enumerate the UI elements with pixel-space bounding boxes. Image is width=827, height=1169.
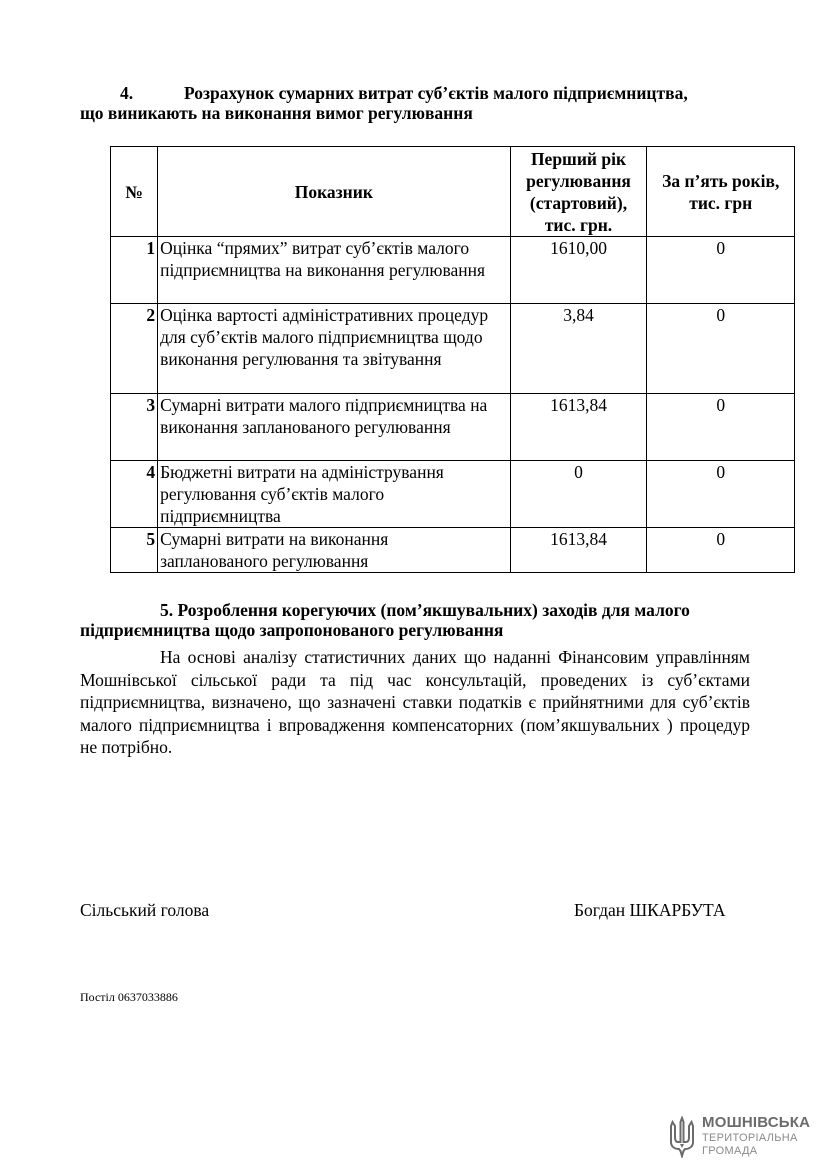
header-indicator: Показник: [158, 147, 510, 237]
row-indicator: Бюджетні витрати на адміністрування регулювання суб’єктів малого підприємництва: [158, 461, 510, 528]
signature-name: Богдан ШКАРБУТА: [574, 900, 726, 920]
header-five-years: За п’ять років, тис. грн: [647, 147, 795, 237]
header-no: №: [111, 147, 158, 237]
costs-table: [110, 146, 795, 573]
row-number: 4: [111, 461, 158, 528]
row-indicator: Оцінка “прямих” витрат суб’єктів малого підприємництва на виконання регулювання: [158, 237, 510, 304]
table-row: [111, 461, 795, 528]
row-indicator: Оцінка вартості адміністративних процедур для суб’єктів малого підприємництва щодо виконання регулювання та звітування: [158, 304, 510, 394]
row-number: 1: [111, 237, 158, 304]
header-first-year: Перший рік регулювання (стартовий), тис. грн.: [510, 147, 647, 237]
trident-emblem-icon: [668, 1116, 696, 1158]
section-4-title: [80, 83, 750, 123]
table-header-row: [111, 147, 795, 237]
row-number: 5: [111, 528, 158, 573]
row-five-years: 0: [647, 461, 795, 528]
row-five-years: 0: [647, 237, 795, 304]
row-five-years: 0: [647, 304, 795, 394]
row-five-years: 0: [647, 528, 795, 573]
section-4-title-line1: Розрахунок сумарних витрат суб’єктів малого підприємництва,: [184, 83, 688, 103]
table-row: [111, 528, 795, 573]
row-first-year: 1610,00: [510, 237, 647, 304]
row-first-year: 0: [510, 461, 647, 528]
community-logo: [668, 1114, 811, 1160]
section-5-paragraph: На основі аналізу статистичних даних що наданні Фінансовим управлінням Мошнівської сільської ради та під час консультацій, проведених із суб’єктами підприємництва, визначено, що зазначені ставки податків є прийнятними для суб’єктів малого підприємництва і впровадження компенсаторних (пом’якшувальних ) процедур не потрібно.: [80, 647, 750, 757]
footer-note: Постіл 0637033886: [80, 990, 178, 1004]
table-row: [111, 237, 795, 304]
row-first-year: 3,84: [510, 304, 647, 394]
row-indicator: Сумарні витрати малого підприємництва на виконання запланованого регулювання: [158, 394, 510, 461]
logo-line2: ТЕРИТОРІАЛЬНА: [702, 1132, 798, 1144]
logo-line3: ГРОМАДА: [702, 1145, 758, 1157]
section-5-title-line2: підприємництва щодо запропонованого регулювання: [80, 620, 504, 640]
row-number: 3: [111, 394, 158, 461]
table-row: [111, 394, 795, 461]
row-first-year: 1613,84: [510, 394, 647, 461]
section-4-number: 4.: [120, 83, 134, 103]
section-5-title-line1: 5. Розроблення корегуючих (пом’якшувальних) заходів для малого: [160, 600, 690, 620]
signature-position: Сільський голова: [80, 900, 210, 920]
row-first-year: 1613,84: [510, 528, 647, 573]
row-indicator: Сумарні витрати на виконання запланованого регулювання: [158, 528, 510, 573]
table-row: [111, 304, 795, 394]
section-5-title: [80, 600, 750, 640]
logo-line1: МОШНІВСЬКА: [702, 1114, 811, 1131]
row-five-years: 0: [647, 394, 795, 461]
section-4-title-line2: що виникають на виконання вимог регулювання: [80, 103, 473, 123]
row-number: 2: [111, 304, 158, 394]
